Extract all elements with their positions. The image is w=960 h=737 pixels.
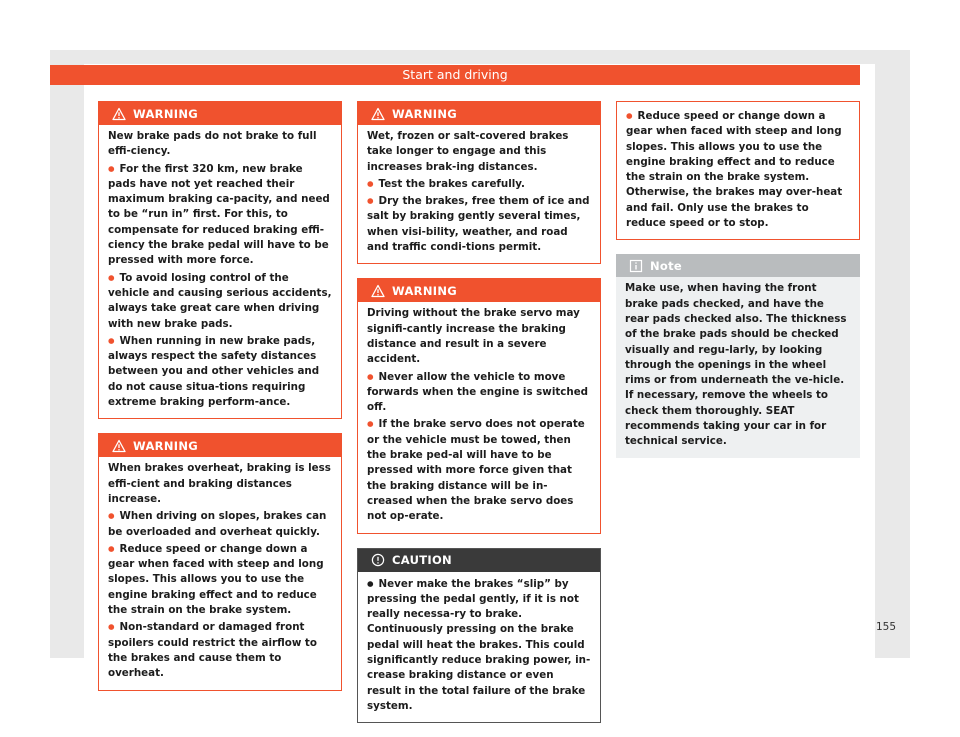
- bullet-item: ● Never make the brakes “slip” by pressing the pedal gently, if it is not really necessa-ry to brake. Continuously pressing on the brake pedal will heat the brakes. This could significantly reduce braking power, in-crease braking distance or even result in the total failure of the brake system.: [367, 576, 591, 715]
- warning-triangle-icon: [112, 439, 126, 453]
- warning-box: [357, 278, 601, 533]
- paragraph: Driving without the brake servo may signifi-cantly increase the braking distance and result in a severe accident.: [367, 307, 580, 366]
- bullet-item: ● Test the brakes carefully.: [367, 176, 591, 192]
- bullet-item: ● Never allow the vehicle to move forwards when the engine is switched off.: [367, 369, 591, 416]
- note-header: [616, 254, 860, 277]
- column-2: [357, 101, 601, 737]
- warning-title: WARNING: [392, 283, 457, 298]
- warning-box: [357, 101, 601, 264]
- note-title: Note: [650, 258, 683, 273]
- paragraph: Wet, frozen or salt-covered brakes take longer to engage and this increases brak-ing distances.: [367, 130, 569, 173]
- bullet-item: ● Dry the brakes, free them of ice and salt by braking gently several times, when visi-bility, weather, and road and traffic condi-tions permit.: [367, 193, 591, 255]
- bullet-item: ● Reduce speed or change down a gear when faced with steep and long slopes. This allows you to use the engine braking effect and to reduce the strain on the brake system. Otherwise, the brakes may over-heat and fail. Only use the brakes to reduce speed or to stop.: [626, 108, 850, 231]
- bullet-item: ● To avoid losing control of the vehicle and causing serious accidents, always take great care when driving with new brake pads.: [108, 270, 332, 332]
- column-1: [98, 101, 342, 705]
- warning-title: WARNING: [133, 106, 198, 121]
- section-header: [50, 65, 860, 85]
- paragraph: Make use, when having the front brake pads checked, and have the rear pads checked also. The thickness of the brake pads should be checked visually and regu-larly, by looking through the openings in the wheel rims or from underneath the ve-hicle. If necessary, remove the wheels to check them thoroughly. SEAT recommends taking your car in for technical service.: [625, 282, 847, 448]
- bullet-item: ● Reduce speed or change down a gear when faced with steep and long slopes. This allows you to use the engine braking effect and to reduce the strain on the brake system.: [108, 541, 332, 618]
- warning-header: [99, 434, 341, 457]
- section-title: Start and driving: [402, 67, 508, 82]
- caution-title: CAUTION: [392, 553, 452, 568]
- warning-cont-box: [616, 101, 860, 240]
- info-icon: [629, 259, 643, 273]
- caution-circle-icon: [371, 553, 385, 567]
- warning-header: [358, 102, 600, 125]
- bullet-item: ● If the brake servo does not operate or the vehicle must be towed, then the brake ped-al will have to be pressed with more force given that the braking distance will be in-creased when the brake servo does not op-erate.: [367, 416, 591, 524]
- caution-box: [357, 548, 601, 724]
- warning-triangle-icon: [112, 107, 126, 121]
- warning-header: [99, 102, 341, 125]
- bullet-item: ● When driving on slopes, brakes can be overloaded and overheat quickly.: [108, 508, 332, 540]
- warning-triangle-icon: [371, 107, 385, 121]
- caution-header: [358, 549, 600, 572]
- warning-title: WARNING: [392, 106, 457, 121]
- warning-triangle-icon: [371, 284, 385, 298]
- column-3: [616, 101, 860, 472]
- bullet-item: ● When running in new brake pads, always respect the safety distances between you and other vehicles and do not cause situa-tions requiring extreme braking perform-ance.: [108, 333, 332, 410]
- paragraph: New brake pads do not brake to full effi-ciency.: [108, 130, 317, 158]
- warning-title: WARNING: [133, 438, 198, 453]
- warning-header: [358, 279, 600, 302]
- paragraph: When brakes overheat, braking is less effi-cient and braking distances increase.: [108, 462, 331, 505]
- bullet-item: ● Non-standard or damaged front spoilers could restrict the airflow to the brakes and cause them to overheat.: [108, 619, 332, 681]
- bullet-item: ● For the first 320 km, new brake pads have not yet reached their maximum braking ca-pacity, and need to be “run in” first. For this, to compensate for reduced braking effi-ciency the brake pedal will have to be pressed with more force.: [108, 161, 332, 269]
- note-box: [616, 254, 860, 457]
- warning-box: [98, 433, 342, 690]
- page-number: 155: [876, 621, 897, 633]
- warning-box: [98, 101, 342, 419]
